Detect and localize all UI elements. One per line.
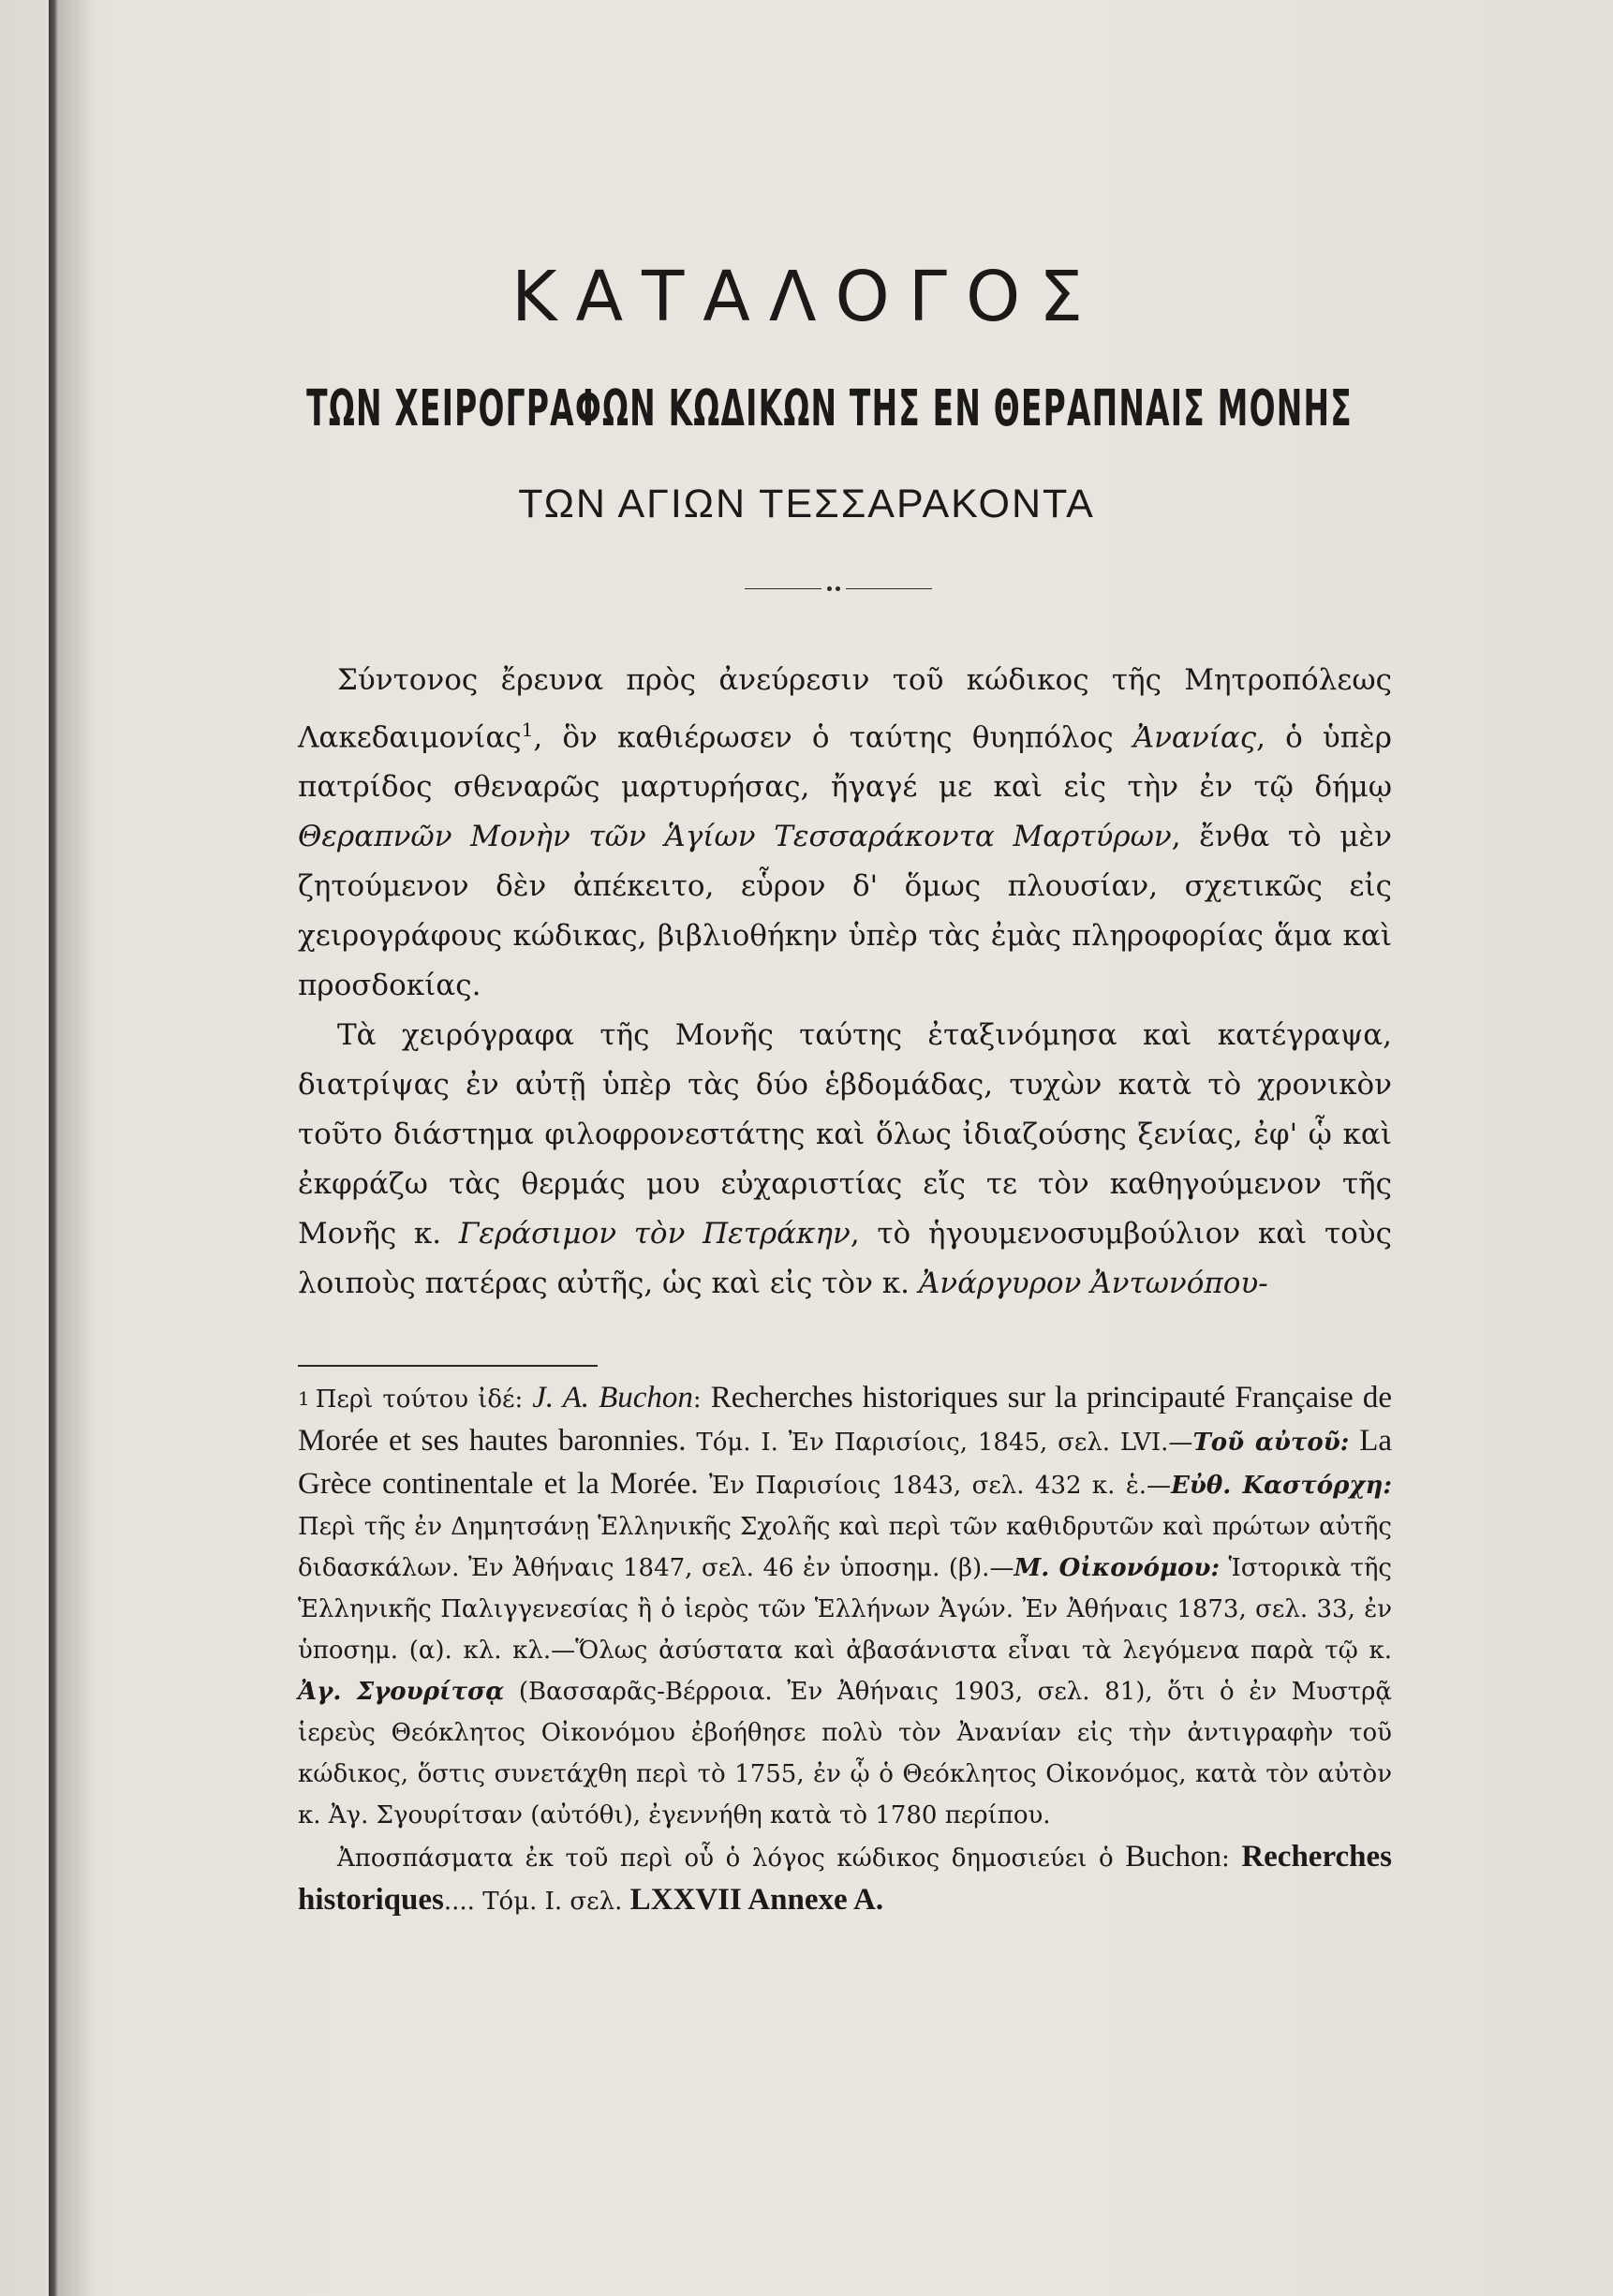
work-title: Recherches historiques sur la principauté Française de Morée et ses hautes baronnies. [298, 1381, 1392, 1458]
page-subtitle-secondary: ΤΩΝ ΑΓΙΩΝ ΤΕΣΣΑΡΑΚΟΝΤΑ [518, 481, 1095, 526]
ornament-dot [827, 586, 832, 591]
ornament-divider [745, 586, 932, 592]
footnote-rule [298, 1365, 598, 1367]
author-buchon: Buchon [1125, 1840, 1221, 1874]
spine-shadow [58, 0, 96, 2296]
monastery-name: Θεραπνῶν Μονὴν τῶν Ἁγίων Τεσσαράκοντα Μαρτύρων [298, 820, 1172, 854]
paragraph-2 [298, 1011, 1392, 1309]
text-run: LXXVII Annexe A. [629, 1883, 884, 1917]
page-subtitle: ΤΩΝ ΧΕΙΡΟΓΡΑΦΩΝ ΚΩΔΙΚΩΝ ΤΗΣ ΕΝ ΘΕΡΑΠΝΑΙΣ ΜΟΝΗΣ [306, 380, 1353, 437]
footnote-paragraph-2 [298, 1836, 1392, 1922]
text-run: Περὶ τῆς ἐν Δημητσάνῃ Ἑλληνικῆς Σχολῆς καὶ περὶ τῶν καθιδρυτῶν καὶ πρώτων αὐτῆς διδασκάλων. Ἐν Ἀθήναις 1847, σελ. 46 ἐν ὑποσημ. (β).— [298, 1513, 1392, 1582]
ornament-dot [836, 586, 840, 591]
ornament-line-right [846, 588, 932, 589]
text-run: , ὃν καθιέρωσεν ὁ ταύτης θυηπόλος [533, 720, 1133, 755]
text-run: (Βασσαρᾶς-Βέρροια. Ἐν Ἀθήναις 1903, σελ. 81), ὅτι ὁ ἐν Μυστρᾷ ἱερεὺς Θεόκλητος Οἰκονόμου ἐβοήθησε πολὺ τὸν Ἀνανίαν εἰς τὴν ἀντιγραφὴν τοῦ κώδικος, ὅστις συνετάχθη περὶ τὸ 1755, ἐν ᾧ ὁ Θεόκλητος Οἰκονόμος, κατὰ τὸν αὐτὸν κ. Ἀγ. Σγουρίτσαν (αὐτόθι), ἐγεννήθη κατὰ τὸ 1780 περίπου. [298, 1678, 1392, 1829]
book-spine-edge [49, 0, 58, 2296]
work-title: La Grèce continentale et la Morée. [298, 1424, 1393, 1501]
text-run: Ἱστορικὰ τῆς Ἑλληνικῆς Παλιγγενεσίας ἢ ὁ ἱερὸς τῶν Ἑλλήνων Ἀγών. Ἐν Ἀθήναις 1873, σελ. 33, ἐν ὑποσημ. (α). κλ. κλ.—Ὅλως ἀσύστατα καὶ ἀβασάνιστα εἶναι τὰ λεγόμενα παρὰ τῷ κ. [298, 1554, 1392, 1665]
body-text [298, 656, 1392, 1309]
footnote-marker: 1 [521, 718, 534, 741]
text-run: : [1221, 1844, 1242, 1873]
page-title: ΚΑΤΑΛΟΓΟΣ [511, 257, 1102, 337]
footnote-number: 1 [298, 1387, 310, 1410]
text-run: Ἐν Παρισίοις 1843, σελ. 432 κ. ἑ.— [698, 1472, 1172, 1500]
text-run: Περὶ τούτου ἰδέ: [315, 1385, 533, 1414]
text-run: Σύντονος ἔρευνα πρὸς ἀνεύρεσιν τοῦ κώδικος τῆς Μητροπόλεως Λακεδαιμονίας [298, 663, 1392, 755]
author-ref: Εὐθ. Καστόρχη: [1171, 1472, 1392, 1500]
paragraph-1 [298, 656, 1392, 1011]
name-ananias: Ἀνανίας [1132, 720, 1257, 755]
work-title: Recherches historiques [298, 1840, 1392, 1917]
name-gerasimos: Γεράσιμον τὸν Πετράκην [458, 1217, 851, 1252]
text-run: Τόμ. I. Ἐν Παρισίοις, 1845, σελ. LVI.— [686, 1429, 1193, 1457]
text-run: , ὁ ὑπὲρ πατρίδος σθεναρῶς μαρτυρήσας, ἤγαγέ με καὶ εἰς τὴν ἐν τῷ δήμῳ [298, 720, 1392, 805]
text-run: .... Τόμ. I. σελ. [443, 1888, 630, 1916]
author-buchon: J. A. Buchon [532, 1381, 693, 1415]
text-run: Ἀποσπάσματα ἐκ τοῦ περὶ οὗ ὁ λόγος κώδικος δημοσιεύει ὁ [337, 1844, 1126, 1873]
text-run: : [692, 1385, 711, 1414]
name-argyros: Ἀνάργυρον Ἀντωνόπου- [918, 1267, 1268, 1301]
footnote [298, 1377, 1392, 1922]
author-ref: Ἀγ. Σγουρίτσᾳ [298, 1678, 505, 1706]
text-run: , ἔνθα τὸ μὲν ζητούμενον δὲν ἀπέκειτο, εὗρον δ' ὅμως πλουσίαν, σχετικῶς εἰς χειρογράφους κώδικας, βιβλιοθήκην ὑπὲρ τὰς ἐμὰς πληροφορίας ἅμα καὶ προσδοκίας. [298, 820, 1392, 1003]
author-ref: Μ. Οἰκονόμου: [1014, 1554, 1221, 1582]
footnote-paragraph-1 [298, 1377, 1392, 1836]
author-ref: Τοῦ αὐτοῦ: [1192, 1429, 1350, 1457]
text-run: , τὸ ἡγουμενοσυμβούλιον καὶ τοὺς λοιποὺς πατέρας αὐτῆς, ὡς καὶ εἰς τὸν κ. [298, 1217, 1392, 1301]
ornament-line-left [745, 588, 821, 589]
text-run [1349, 1429, 1359, 1457]
text-run: Τὰ χειρόγραφα τῆς Μονῆς ταύτης ἐταξινόμησα καὶ κατέγραψα, διατρίψας ἐν αὐτῇ ὑπὲρ τὰς δύο ἑβδομάδας, τυχὼν κατὰ τὸ χρονικὸν τοῦτο διάστημα φιλοφρονεστάτης καὶ ὅλως ἰδιαζούσης ξενίας, ἐφ' ᾧ καὶ ἐκφράζω τὰς θερμάς μου εὐχαριστίας εἴς τε τὸν καθηγούμενον τῆς Μονῆς κ. [298, 1018, 1392, 1252]
